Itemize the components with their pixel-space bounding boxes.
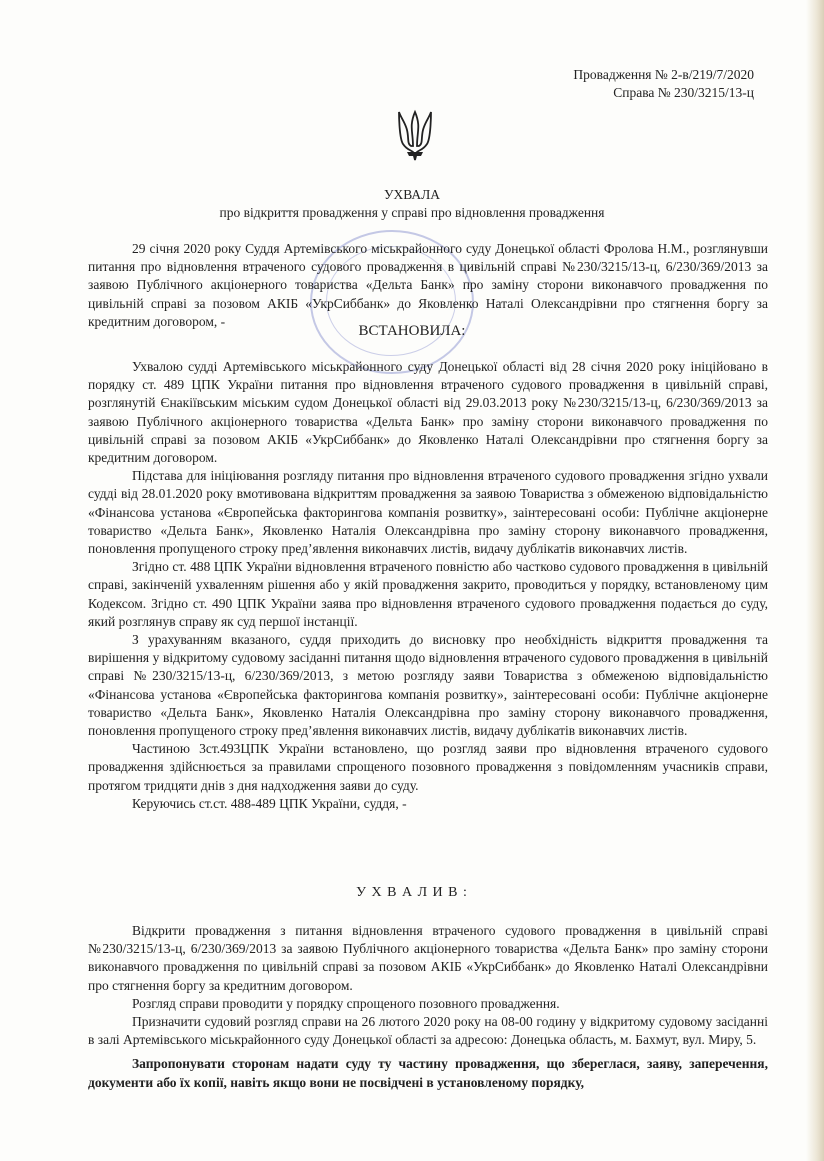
- proceeding-number: Провадження № 2-в/219/7/2020: [573, 67, 754, 82]
- established-paragraph: Керуючись ст.ст. 488-489 ЦПК України, суддя, -: [132, 795, 407, 811]
- case-number: Справа № 230/3215/13-ц: [613, 85, 754, 100]
- established-paragraph: Підстава для ініціювання розгляду питання про відновлення втраченого судового провадження згідно ухвали судді від 28.01.2020 року вмотивована відкриттям провадження за заявою Товариства з обмеженою відповідальністю «Фінансова установа «Європейська факторингова компанія розвитку», заінтересовані особи: Публічне акціонерне товариство «Дельта Банк», Яковленко Наталія Олександрівна про заміну сторону виконавчого провадження, поновлення пропущеного строку пред’явлення виконавчих листів, видачу дублікатів виконавчих листів.: [88, 468, 768, 557]
- case-header: [454, 66, 754, 102]
- ruled-paragraph: Відкрити провадження з питання відновлення втраченого судового провадження в цивільній справі №230/3215/13-ц, 6/230/369/2013 за заявою Публічного акціонерного товариства «Дельта Банк» про заміну сторони виконавчого провадження по цивільній справі за позовом АКІБ «УкрСиббанк» до Яковленко Наталі Олександрівни про стягнення боргу за кредитним договором.: [88, 923, 768, 993]
- established-section: [88, 358, 768, 813]
- page-edge-shadow: [806, 0, 824, 1161]
- established-paragraph: З урахуванням вказаного, суддя приходить до висновку про необхідність відкриття провадження та вирішення у відкритому судовому засіданні питання щодо відновлення втраченого судового провадження в цивільній справі №230/3215/13-ц, 6/230/369/2013, з метою розгляду заяви Товариства з обмеженою відповідальністю «Фінансова установа «Європейська факторингова компанія розвитку», заінтересовані особи: Публічне акціонерне товариство «Дельта Банк», Яковленко Наталія Олександрівна про заміну сторону виконавчого провадження, поновлення пропущеного строку пред’явлення виконавчих листів, видачу дублікатів виконавчих листів.: [88, 632, 768, 739]
- established-paragraph: Згідно ст. 488 ЦПК України відновлення втраченого повністю або частково судового провадження в цивільній справі, закінченій ухваленням рішення або у якій провадження закрито, проводиться у порядку, встановленому цим Кодексом. Згідно ст. 490 ЦПК України заява про відновлення втраченого судового провадження подається до суду, який розглянув справу як суд першої інстанції.: [88, 559, 768, 629]
- ruled-paragraph: Призначити судовий розгляд справи на 26 лютого 2020 року на 08-00 годину у відкритому судовому засіданні в залі Артемівського міськрайонного суду Донецької області за адресою: Донецька область, м. Бахмут, вул. Миру, 5.: [88, 1014, 768, 1048]
- established-paragraph: Частиною 3ст.493ЦПК України встановлено, що розгляд заяви про відновлення втраченого судового провадження здійснюється за правилами спрощеного позовного провадження з повідомленням учасників справи, протягом тридцяти днів з дня надходження заяви до суду.: [88, 741, 768, 793]
- intro-paragraph: 29 січня 2020 року Суддя Артемівського міськрайонного суду Донецької області Фролова Н.М., розглянувши питання про відновлення втраченого судового провадження в цивільній справі №230/3215/13-ц, 6/230/369/2013 за заявою Публічного акціонерного товариства «Дельта Банк» про заміну сторони виконавчого провадження по цивільній справі за позовом АКІБ «УкрСиббанк» до Яковленко Наталі Олександрівни про стягнення боргу за кредитним договором, -: [88, 241, 768, 329]
- ruled-paragraph: Розгляд справи проводити у порядку спрощеного позовного провадження.: [132, 995, 560, 1011]
- document-title: УХВАЛА: [383, 187, 441, 202]
- ruled-section: [88, 922, 768, 1092]
- document-subtitle: про відкриття провадження у справі про відновлення провадження: [219, 205, 605, 220]
- established-heading: ВСТАНОВИЛА:: [358, 323, 466, 339]
- ruled-bold-paragraph: Запропонувати сторонам надати суду ту частину провадження, що збереглася, заяву, заперечення, документи або їх копії, навіть якщо вони не посвідчені в установленому порядку,: [88, 1056, 768, 1090]
- established-paragraph: Ухвалою судді Артемівського міськрайонного суду Донецької області від 28 січня 2020 року ініційовано в порядку ст. 489 ЦПК України питання про відновлення втраченого судового провадження в цивільній справі, розглянутій Єнакіївським міським судом Донецької області від 29.03.2013 року №230/3215/13-ц, 6/230/369/2013 за заявою Публічного акціонерного товариства «Дельта Банк» про заміну сторони виконавчого провадження по цивільній справі за позовом АКІБ «УкрСиббанк» до Яковленко Наталі Олександрівни про стягнення боргу за кредитним договором.: [88, 359, 768, 466]
- ruled-heading: У Х В А Л И В :: [356, 885, 468, 900]
- trident-emblem-icon: [395, 108, 435, 164]
